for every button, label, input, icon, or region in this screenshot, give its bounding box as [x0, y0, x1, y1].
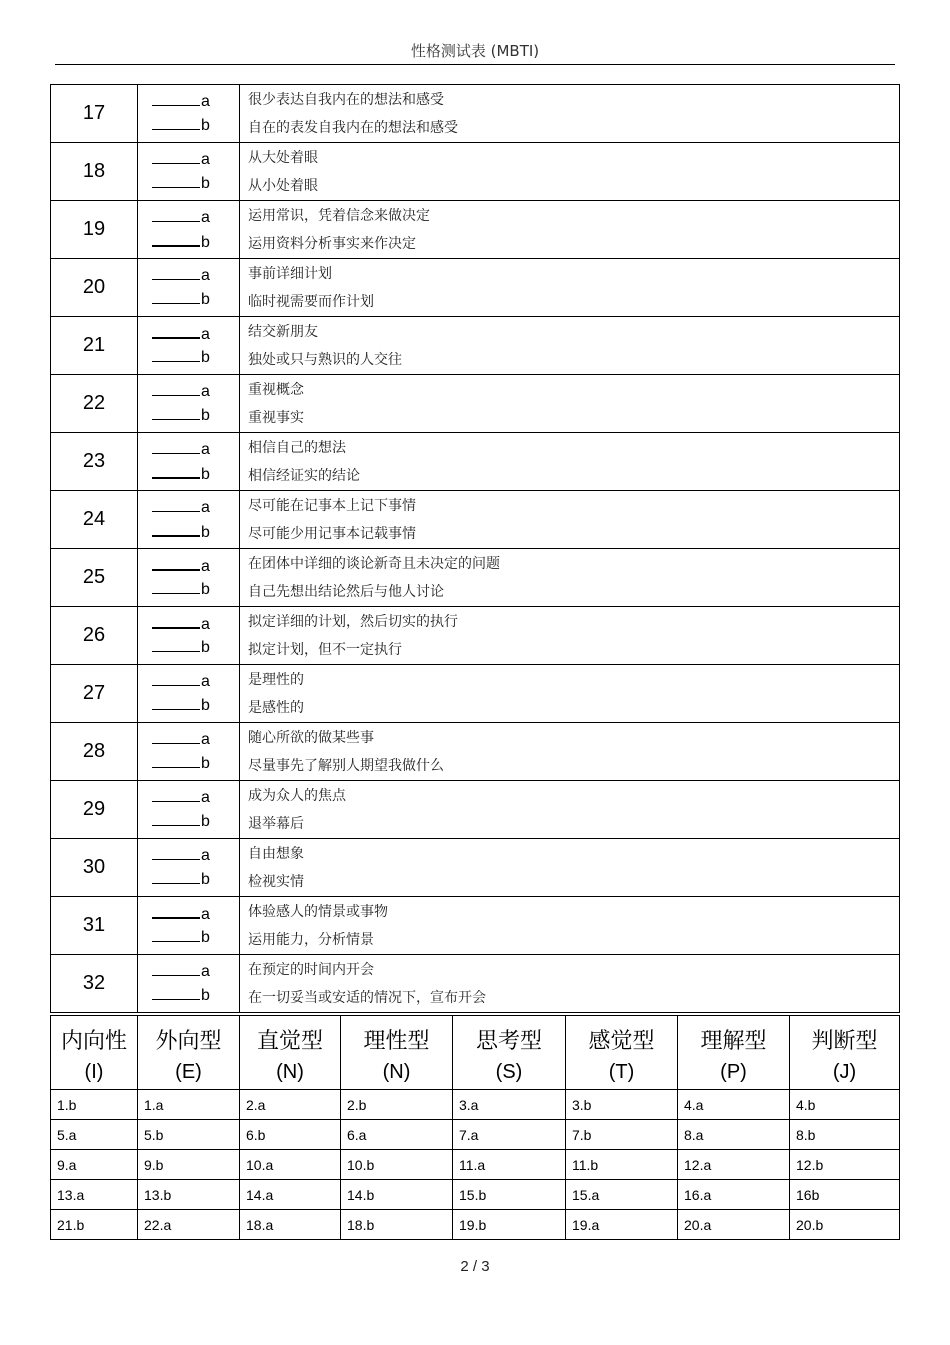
answer-blank-a[interactable]: [138, 438, 239, 462]
question-options: [240, 955, 900, 1013]
question-number: 20: [51, 259, 138, 317]
option-a-letter: a: [201, 905, 210, 923]
page-number: 2 / 3: [460, 1258, 490, 1275]
scoring-row: [51, 1090, 900, 1120]
option-b-text: 退举幕后: [248, 815, 304, 832]
type-header: [51, 1016, 138, 1090]
scoring-cell: 7.b: [566, 1120, 678, 1150]
option-b-text: 在一切妥当或安适的情况下，宣布开会: [248, 989, 486, 1006]
answer-blank-a[interactable]: [138, 902, 239, 926]
option-b-text: 临时视需要而作计划: [248, 293, 374, 310]
question-options: [240, 317, 900, 375]
answer-blanks: [138, 143, 240, 201]
question-options: [240, 491, 900, 549]
option-b-text: 是感性的: [248, 699, 304, 716]
option-a-letter: a: [201, 788, 210, 806]
answer-blank-b[interactable]: [138, 752, 239, 776]
option-a-text: 在预定的时间内开会: [248, 961, 374, 978]
question-number: 27: [51, 665, 138, 723]
type-header: [566, 1016, 678, 1090]
answer-blanks: [138, 201, 240, 259]
type-code: (S): [495, 1061, 523, 1083]
answer-blanks: [138, 781, 240, 839]
answer-blank-b[interactable]: [138, 346, 239, 370]
option-a-letter: a: [201, 440, 210, 458]
option-b-text: 尽量事先了解别人期望我做什么: [248, 757, 444, 774]
answer-blanks: [138, 839, 240, 897]
question-number: 18: [51, 143, 138, 201]
option-a-text: 随心所欲的做某些事: [248, 729, 374, 746]
option-a-letter: a: [201, 730, 210, 748]
scoring-cell: 19.a: [566, 1210, 678, 1240]
scoring-cell: 2.a: [240, 1090, 341, 1120]
scoring-cell: 2.b: [341, 1090, 453, 1120]
option-a-letter: a: [201, 498, 210, 516]
scoring-cell: 6.a: [341, 1120, 453, 1150]
answer-blank-a[interactable]: [138, 322, 239, 346]
scoring-cell: 7.a: [453, 1120, 566, 1150]
answer-blank-b[interactable]: [138, 984, 239, 1008]
answer-blanks: [138, 955, 240, 1013]
question-number: 32: [51, 955, 138, 1013]
scoring-cell: 11.b: [566, 1150, 678, 1180]
type-header: [341, 1016, 453, 1090]
answer-blank-a[interactable]: [138, 90, 239, 114]
question-options: [240, 781, 900, 839]
scoring-cell: 14.a: [240, 1180, 341, 1210]
answer-blank-a[interactable]: [138, 728, 239, 752]
option-b-letter: b: [201, 406, 210, 424]
answer-blank-a[interactable]: [138, 264, 239, 288]
question-number: 21: [51, 317, 138, 375]
option-b-letter: b: [201, 174, 210, 192]
question-row: [51, 607, 900, 665]
type-name-zh: 感觉型: [588, 1029, 655, 1054]
option-a-text: 体验感人的情景或事物: [248, 903, 388, 920]
question-row: [51, 491, 900, 549]
type-code: (I): [84, 1061, 104, 1083]
scoring-cell: 19.b: [453, 1210, 566, 1240]
scoring-cell: 15.b: [453, 1180, 566, 1210]
option-b-letter: b: [201, 638, 210, 656]
option-b-letter: b: [201, 696, 210, 714]
option-a-letter: a: [201, 92, 210, 110]
answer-blanks: [138, 85, 240, 143]
option-a-letter: a: [201, 208, 210, 226]
question-options: [240, 839, 900, 897]
question-row: [51, 955, 900, 1013]
option-a-text: 运用常识，凭着信念来做决定: [248, 207, 430, 224]
option-a-letter: a: [201, 266, 210, 284]
option-b-letter: b: [201, 348, 210, 366]
option-a-letter: a: [201, 615, 210, 633]
option-b-text: 自在的表发自我内在的想法和感受: [248, 119, 458, 136]
scoring-row: [51, 1210, 900, 1240]
question-row: [51, 897, 900, 955]
scoring-cell: 1.b: [51, 1090, 138, 1120]
question-row: [51, 201, 900, 259]
type-name-zh: 理解型: [700, 1029, 767, 1054]
scoring-cell: 5.b: [138, 1120, 240, 1150]
scoring-cell: 22.a: [138, 1210, 240, 1240]
question-options: [240, 259, 900, 317]
question-number: 28: [51, 723, 138, 781]
option-b-letter: b: [201, 116, 210, 134]
scoring-cell: 5.a: [51, 1120, 138, 1150]
answer-blank-b[interactable]: [138, 172, 239, 196]
answer-blank-b[interactable]: [138, 926, 239, 950]
answer-blanks: [138, 723, 240, 781]
question-table: [50, 84, 900, 1013]
question-number: 17: [51, 85, 138, 143]
question-number: 22: [51, 375, 138, 433]
answer-blanks: [138, 259, 240, 317]
answer-blank-a[interactable]: [138, 786, 239, 810]
answer-blank-b[interactable]: [138, 868, 239, 892]
option-a-text: 尽可能在记事本上记下事情: [248, 497, 416, 514]
answer-blanks: [138, 897, 240, 955]
answer-blank-a[interactable]: [138, 612, 239, 636]
question-number: 26: [51, 607, 138, 665]
answer-blank-b[interactable]: [138, 462, 239, 486]
question-row: [51, 839, 900, 897]
question-row: [51, 665, 900, 723]
question-options: [240, 607, 900, 665]
answer-blank-a[interactable]: [138, 554, 239, 578]
scoring-cell: 6.b: [240, 1120, 341, 1150]
scoring-row: [51, 1150, 900, 1180]
question-number: 19: [51, 201, 138, 259]
scoring-cell: 10.a: [240, 1150, 341, 1180]
option-b-letter: b: [201, 290, 210, 308]
scoring-cell: 8.b: [790, 1120, 900, 1150]
scoring-cell: 12.a: [678, 1150, 790, 1180]
option-b-text: 从小处着眼: [248, 177, 318, 194]
answer-blanks: [138, 375, 240, 433]
question-options: [240, 85, 900, 143]
answer-blank-b[interactable]: [138, 404, 239, 428]
option-a-letter: a: [201, 150, 210, 168]
scoring-cell: 11.a: [453, 1150, 566, 1180]
scoring-cell: 13.b: [138, 1180, 240, 1210]
scoring-cell: 16.a: [678, 1180, 790, 1210]
scoring-cell: 16b: [790, 1180, 900, 1210]
scoring-cell: 15.a: [566, 1180, 678, 1210]
option-a-letter: a: [201, 672, 210, 690]
question-options: [240, 375, 900, 433]
answer-blank-a[interactable]: [138, 960, 239, 984]
option-b-text: 自己先想出结论然后与他人讨论: [248, 583, 444, 600]
scoring-cell: 3.a: [453, 1090, 566, 1120]
page-header-title: 性格测试表 (MBTI): [410, 42, 540, 60]
option-a-text: 很少表达自我内在的想法和感受: [248, 91, 444, 108]
answer-blank-b[interactable]: [138, 694, 239, 718]
scoring-cell: 9.b: [138, 1150, 240, 1180]
question-row: [51, 259, 900, 317]
type-code: (N): [382, 1061, 411, 1083]
option-b-letter: b: [201, 812, 210, 830]
option-a-text: 从大处着眼: [248, 149, 318, 166]
answer-blank-a[interactable]: [138, 148, 239, 172]
answer-blanks: [138, 665, 240, 723]
scoring-cell: 10.b: [341, 1150, 453, 1180]
scoring-row: [51, 1180, 900, 1210]
option-b-letter: b: [201, 523, 210, 541]
answer-blank-a[interactable]: [138, 844, 239, 868]
scoring-cell: 1.a: [138, 1090, 240, 1120]
scoring-cell: 4.b: [790, 1090, 900, 1120]
type-code: (E): [175, 1061, 202, 1083]
answer-blank-b[interactable]: [138, 230, 239, 254]
type-header: [790, 1016, 900, 1090]
option-a-letter: a: [201, 846, 210, 864]
scoring-cell: 18.a: [240, 1210, 341, 1240]
question-row: [51, 85, 900, 143]
answer-blanks: [138, 549, 240, 607]
option-a-text: 自由想象: [248, 845, 304, 862]
answer-blank-a[interactable]: [138, 206, 239, 230]
scoring-cell: 20.b: [790, 1210, 900, 1240]
option-b-text: 运用资料分析事实来作决定: [248, 235, 416, 252]
scoring-header-row: [51, 1016, 900, 1090]
option-a-text: 是理性的: [248, 671, 304, 688]
scoring-cell: 4.a: [678, 1090, 790, 1120]
question-number: 29: [51, 781, 138, 839]
option-a-letter: a: [201, 382, 210, 400]
scoring-cell: 13.a: [51, 1180, 138, 1210]
answer-blank-b[interactable]: [138, 114, 239, 138]
scoring-table: [50, 1015, 900, 1240]
answer-blank-a[interactable]: [138, 496, 239, 520]
question-options: [240, 143, 900, 201]
answer-blank-b[interactable]: [138, 810, 239, 834]
question-row: [51, 549, 900, 607]
option-b-text: 尽可能少用记事本记载事情: [248, 525, 416, 542]
option-b-text: 运用能力，分析情景: [248, 931, 374, 948]
question-number: 31: [51, 897, 138, 955]
scoring-row: [51, 1120, 900, 1150]
header-divider: [55, 64, 895, 65]
answer-blanks: [138, 317, 240, 375]
scoring-cell: 8.a: [678, 1120, 790, 1150]
type-name-zh: 判断型: [811, 1029, 878, 1054]
question-options: [240, 433, 900, 491]
answer-blanks: [138, 433, 240, 491]
option-b-text: 重视事实: [248, 409, 304, 426]
scoring-cell: 9.a: [51, 1150, 138, 1180]
option-b-letter: b: [201, 754, 210, 772]
type-header: [678, 1016, 790, 1090]
question-options: [240, 549, 900, 607]
question-row: [51, 781, 900, 839]
scoring-cell: 18.b: [341, 1210, 453, 1240]
question-options: [240, 665, 900, 723]
option-a-text: 相信自己的想法: [248, 439, 346, 456]
option-b-letter: b: [201, 870, 210, 888]
type-name-zh: 直觉型: [256, 1029, 323, 1054]
option-a-text: 事前详细计划: [248, 265, 332, 282]
option-a-letter: a: [201, 557, 210, 575]
option-b-letter: b: [201, 465, 210, 483]
answer-blank-a[interactable]: [138, 380, 239, 404]
option-b-text: 相信经证实的结论: [248, 467, 360, 484]
answer-blank-b[interactable]: [138, 578, 239, 602]
option-b-text: 检视实情: [248, 873, 304, 890]
question-number: 30: [51, 839, 138, 897]
scoring-cell: 20.a: [678, 1210, 790, 1240]
option-b-text: 拟定计划，但不一定执行: [248, 641, 402, 658]
question-options: [240, 201, 900, 259]
type-code: (T): [608, 1061, 635, 1083]
option-b-letter: b: [201, 580, 210, 598]
answer-blank-b[interactable]: [138, 636, 239, 660]
type-code: (J): [832, 1061, 857, 1083]
answer-blank-b[interactable]: [138, 520, 239, 544]
question-row: [51, 433, 900, 491]
type-code: (N): [276, 1061, 304, 1083]
answer-blanks: [138, 607, 240, 665]
option-a-text: 成为众人的焦点: [248, 787, 346, 804]
option-a-text: 在团体中详细的谈论新奇且未决定的问题: [248, 555, 500, 572]
scoring-cell: 3.b: [566, 1090, 678, 1120]
question-row: [51, 317, 900, 375]
type-code: (P): [720, 1061, 747, 1083]
type-name-zh: 理性型: [363, 1029, 430, 1054]
option-b-letter: b: [201, 233, 210, 251]
question-row: [51, 143, 900, 201]
scoring-cell: 12.b: [790, 1150, 900, 1180]
question-number: 25: [51, 549, 138, 607]
option-a-text: 拟定详细的计划，然后切实的执行: [248, 613, 458, 630]
scoring-cell: 14.b: [341, 1180, 453, 1210]
type-header: [453, 1016, 566, 1090]
answer-blank-a[interactable]: [138, 670, 239, 694]
type-header: [138, 1016, 240, 1090]
type-name-zh: 内向性: [60, 1029, 127, 1054]
option-a-letter: a: [201, 325, 210, 343]
option-b-letter: b: [201, 986, 210, 1004]
question-options: [240, 897, 900, 955]
question-number: 24: [51, 491, 138, 549]
question-options: [240, 723, 900, 781]
question-row: [51, 375, 900, 433]
option-a-text: 重视概念: [248, 381, 304, 398]
option-a-letter: a: [201, 962, 210, 980]
question-row: [51, 723, 900, 781]
option-b-letter: b: [201, 928, 210, 946]
type-name-zh: 外向型: [155, 1029, 222, 1054]
option-a-text: 结交新朋友: [248, 323, 318, 340]
answer-blank-b[interactable]: [138, 288, 239, 312]
type-header: [240, 1016, 341, 1090]
type-name-zh: 思考型: [475, 1029, 542, 1054]
option-b-text: 独处或只与熟识的人交往: [248, 351, 402, 368]
question-number: 23: [51, 433, 138, 491]
scoring-cell: 21.b: [51, 1210, 138, 1240]
answer-blanks: [138, 491, 240, 549]
